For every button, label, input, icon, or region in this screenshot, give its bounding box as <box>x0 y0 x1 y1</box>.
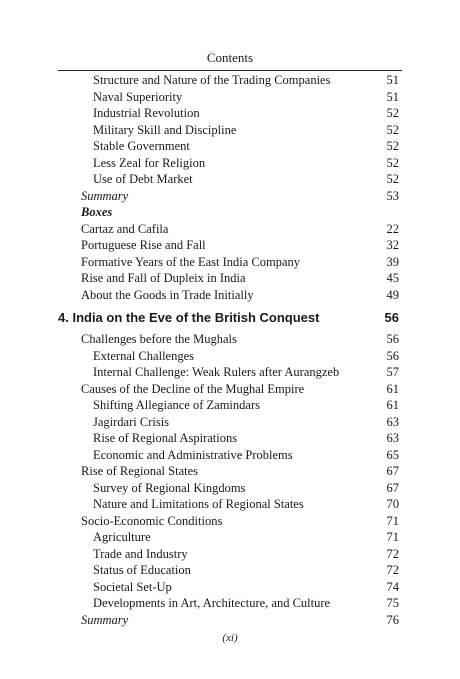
toc-entry <box>0 89 460 105</box>
entry-title: Trade and Industry <box>93 546 188 561</box>
entry-title: Industrial Revolution <box>93 106 200 120</box>
entry-title: Developments in Art, Architecture, and Culture <box>93 596 331 610</box>
entry-page: 71 <box>386 513 399 528</box>
entry-page: 76 <box>386 612 399 627</box>
toc-entry <box>0 529 460 545</box>
header-rule <box>58 70 402 71</box>
entry-page: 67 <box>386 480 399 495</box>
entry-page: 22 <box>386 221 399 236</box>
entry-page: 71 <box>386 530 399 544</box>
entry-title: Societal Set-Up <box>93 579 172 594</box>
entry-page: 49 <box>386 287 399 302</box>
toc-entry <box>0 364 460 380</box>
entry-page: 72 <box>386 563 399 577</box>
toc-entry <box>0 331 460 347</box>
entry-page: 45 <box>386 271 399 285</box>
toc-chapter-heading <box>0 310 460 326</box>
toc-boxes-heading <box>0 204 460 220</box>
entry-title: Formative Years of the East India Company <box>81 254 301 269</box>
entry-title: Economic and Administrative Problems <box>93 447 293 462</box>
entry-title: Portuguese Rise and Fall <box>81 238 206 252</box>
entry-title: Status of Education <box>93 563 191 577</box>
toc-entry <box>0 562 460 578</box>
entry-title: Agriculture <box>93 530 151 544</box>
chapter-title: 4. India on the Eve of the British Conquest <box>58 310 320 325</box>
entry-page: 39 <box>386 254 399 269</box>
toc-entry <box>0 138 460 154</box>
toc-entry <box>0 430 460 446</box>
entry-title: Use of Debt Market <box>93 172 193 186</box>
entry-title: Rise and Fall of Dupleix in India <box>81 271 246 285</box>
entry-page: 74 <box>386 579 399 594</box>
toc-entry <box>0 595 460 611</box>
toc-entry <box>0 381 460 397</box>
entry-title: Summary <box>81 612 129 627</box>
entry-page: 52 <box>386 172 399 186</box>
chapter-page: 56 <box>384 310 399 325</box>
entry-page: 53 <box>386 188 399 203</box>
entry-title: Stable Government <box>93 139 190 153</box>
entry-page: 75 <box>386 596 399 610</box>
entry-title: Causes of the Decline of the Mughal Empire <box>81 381 305 396</box>
entry-page: 63 <box>386 414 399 429</box>
entry-page: 52 <box>386 155 399 170</box>
toc-entry <box>0 546 460 562</box>
entry-page: 32 <box>386 238 399 252</box>
entry-page: 61 <box>386 398 399 412</box>
entry-page: 51 <box>386 73 399 87</box>
toc-entry <box>0 447 460 463</box>
entry-title: Socio-Economic Conditions <box>81 513 223 528</box>
entry-page: 52 <box>386 122 399 137</box>
entry-title: Rise of Regional Aspirations <box>93 431 238 445</box>
toc-entry <box>0 122 460 138</box>
toc-entry <box>0 513 460 529</box>
entry-page: 52 <box>386 139 399 153</box>
entry-title: Survey of Regional Kingdoms <box>93 480 246 495</box>
entry-title: Structure and Nature of the Trading Companies <box>93 73 331 87</box>
toc-entry <box>0 72 460 88</box>
entry-title: Rise of Regional States <box>81 464 198 478</box>
entry-page: 72 <box>386 546 399 561</box>
entry-page: 63 <box>386 431 399 445</box>
toc-entry <box>0 397 460 413</box>
toc-entry <box>0 155 460 171</box>
entry-title: Summary <box>81 188 129 203</box>
entry-title: Less Zeal for Religion <box>93 155 206 170</box>
entry-title: About the Goods in Trade Initially <box>81 287 254 302</box>
toc-entry <box>0 254 460 270</box>
toc-entry <box>0 496 460 512</box>
entry-title: Military Skill and Discipline <box>93 122 237 137</box>
toc-entry <box>0 287 460 303</box>
toc-entry <box>0 221 460 237</box>
entry-title: Challenges before the Mughals <box>81 332 237 346</box>
toc-summary-entry <box>0 612 460 628</box>
entry-title: Internal Challenge: Weak Rulers after Aurangzeb <box>93 365 340 379</box>
entry-page: 65 <box>386 447 399 462</box>
entry-title: Cartaz and Cafila <box>81 221 169 236</box>
entry-page: 51 <box>386 89 399 104</box>
toc-entry <box>0 463 460 479</box>
entry-page: 61 <box>386 381 399 396</box>
entry-page: 52 <box>386 106 399 120</box>
toc-entry <box>0 348 460 364</box>
toc-entry <box>0 105 460 121</box>
toc-summary-entry <box>0 188 460 204</box>
entry-title: Nature and Limitations of Regional States <box>93 497 304 511</box>
toc-entry <box>0 171 460 187</box>
toc-entry <box>0 414 460 430</box>
entry-page: 67 <box>386 464 399 478</box>
running-header: Contents <box>206 50 254 65</box>
entry-title: Shifting Allegiance of Zamindars <box>93 398 260 412</box>
toc-entry <box>0 579 460 595</box>
entry-page: 70 <box>386 497 399 511</box>
entry-page: 56 <box>386 332 399 346</box>
entry-page: 57 <box>386 365 399 379</box>
entry-title: Naval Superiority <box>93 89 183 104</box>
toc-entry <box>0 480 460 496</box>
entry-title: Boxes <box>81 205 113 219</box>
toc-entry <box>0 237 460 253</box>
entry-title: External Challenges <box>93 348 195 363</box>
toc-entry <box>0 270 460 286</box>
entry-title: Jagirdari Crisis <box>93 414 170 429</box>
entry-page: 56 <box>386 348 399 363</box>
page-number: (xi) <box>222 632 238 644</box>
